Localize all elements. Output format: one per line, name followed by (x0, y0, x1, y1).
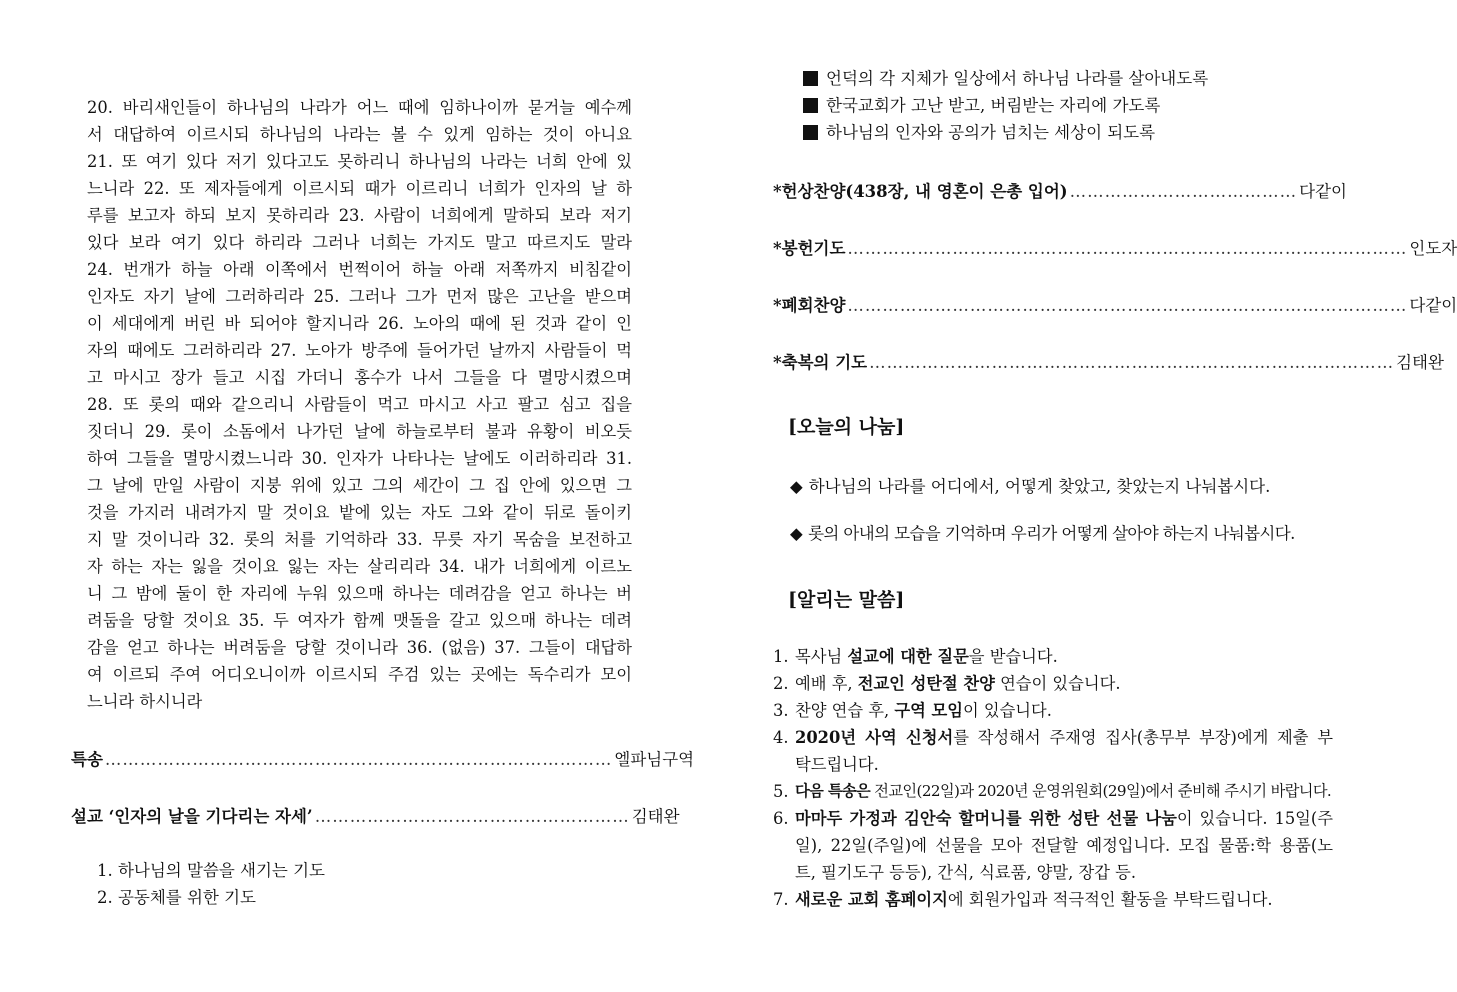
prayer-request-item (803, 65, 1403, 92)
order-leader: 다같이 (1409, 296, 1457, 315)
prayer-request-text: 한국교회가 고난 받고, 버림받는 자리에 가도록 (826, 96, 1161, 115)
leader-dots: ………………………………… (1069, 182, 1298, 201)
order-label: *봉헌기도 (773, 239, 846, 258)
notice-number: 1. (773, 647, 789, 666)
notice-number: 3. (773, 701, 789, 720)
notice-number: 4. (773, 728, 789, 747)
scripture-line: 느니라 22. 또 제자들에게 이르시되 때가 이르리니 너희가 인자의 날 하 (87, 179, 632, 198)
prayer-point: 1. 하나님의 말씀을 새기는 기도 (97, 861, 325, 880)
prayer-points-list (97, 857, 325, 911)
notice-item (773, 643, 1333, 670)
prayer-point: 2. 공동체를 위한 기도 (97, 888, 256, 907)
special-song-performer: 엘파님구역 (614, 750, 695, 769)
scripture-line: 28. 또 롯의 때와 같으리니 사람들이 먹고 마시고 사고 팔고 심고 집을 (87, 395, 632, 414)
scripture-line: 21. 또 여기 있다 저기 있다고도 못하리니 하나님의 나라는 너희 안에 있 (87, 152, 632, 171)
notice-item (773, 886, 1333, 913)
scripture-line: 느니라 하시니라 (87, 692, 203, 711)
notices-title: [알리는 말씀] (788, 589, 905, 611)
notice-emphasis: 구역 모임 (894, 701, 963, 720)
notice-number: 5. (773, 782, 789, 801)
notice-text: 전교인(22일)과 2020년 운영위원회(29일)에서 준비해 주시기 바랍니다. (870, 782, 1332, 800)
notice-item (773, 805, 1333, 886)
notice-text: 이 있습니다. 15일(주 (1176, 809, 1333, 828)
scripture-line: 자의 때에도 그러하리라 27. 노아가 방주에 들어가던 날까지 사람들이 먹 (87, 341, 632, 360)
black-square-icon (803, 71, 818, 86)
notice-number: 7. (773, 890, 789, 909)
notice-text: 일), 22일(주일)에 선물을 모아 전달할 예정입니다. 모집 물품:학 용품(노 (795, 836, 1333, 855)
scripture-line: 지 말 것이니라 32. 롯의 처를 기억하라 33. 무릇 자기 목숨을 보전하고 (87, 530, 632, 549)
order-label: *폐회찬양 (773, 296, 846, 315)
order-label: *헌상찬양(438장, 내 영혼이 은총 입어) (773, 182, 1068, 201)
notice-text: 를 작성해서 주재영 집사(총무부 부장)에게 제출 부 (953, 728, 1333, 747)
scripture-line: 하여 그들을 멸망시켰느니라 30. 인자가 나타나는 날에도 이러하리라 31. (87, 449, 632, 468)
scripture-line: 자 하는 자는 잃을 것이요 잃는 자는 살리리라 34. 내가 너희에게 이르노 (87, 557, 632, 576)
notice-emphasis: 다음 특송은 (795, 782, 871, 800)
notice-text: 찬양 연습 후, (795, 701, 895, 720)
prayer-request-item (803, 92, 1403, 119)
left-page (0, 0, 700, 992)
scripture-line: 감을 얻고 하나는 버려둠을 당할 것이니라 36. (없음) 37. 그들이 대답하 (87, 638, 632, 657)
offertory-hymn-row (773, 178, 1347, 202)
scripture-line: 20. 바리새인들이 하나님의 나라가 어느 때에 임하나이까 묻거늘 예수께 (87, 98, 632, 117)
notice-text: 예배 후, (795, 674, 858, 693)
black-square-icon (803, 125, 818, 140)
leader-dots: …………………………………………………………………………………… (847, 296, 1408, 315)
closing-hymn-row (773, 292, 1457, 316)
sharing-item (790, 473, 1410, 497)
leader-dots: …………………………………………………………………………………… (847, 239, 1408, 258)
scripture-line: 이 세대에게 버린 바 되어야 할지니라 26. 노아의 때에 된 것과 같이 인 (87, 314, 632, 333)
notices-list (773, 643, 1333, 913)
leader-dots: ……………………………………………………………………………… (869, 353, 1395, 372)
notice-text: 을 받습니다. (968, 647, 1058, 666)
scripture-line: 려둠을 당할 것이요 35. 두 여자가 함께 맷돌을 갈고 있으매 하나는 데려 (87, 611, 632, 630)
leader-dots: …………………………………………………………………………… (104, 750, 613, 769)
diamond-bullet-icon: ◆ (790, 477, 803, 496)
notice-text: 에 회원가입과 적극적인 활동을 부탁드립니다. (947, 890, 1273, 909)
notice-emphasis: 설교에 대한 질문 (847, 647, 969, 666)
special-song-label: 특송 (71, 750, 103, 769)
sermon-preacher: 김태완 (631, 807, 680, 826)
notice-text: 트, 필기도구 등등), 간식, 식료품, 양말, 장갑 등. (795, 863, 1137, 882)
scripture-passage (87, 94, 632, 715)
scripture-line: 그 날에 만일 사람이 지붕 위에 있고 그의 세간이 그 집 안에 있으면 그 (87, 476, 632, 495)
sharing-text: 하나님의 나라를 어디에서, 어떻게 찾았고, 찾았는지 나눠봅시다. (808, 477, 1271, 496)
black-square-icon (803, 98, 818, 113)
benediction-row (773, 349, 1444, 373)
notice-text: 이 있습니다. (962, 701, 1052, 720)
notice-number: 2. (773, 674, 789, 693)
leader-dots: ……………………………………………… (314, 807, 630, 826)
sharing-item (790, 520, 1410, 544)
notice-emphasis: 새로운 교회 홈페이지 (795, 890, 948, 909)
scripture-line: 짓더니 29. 롯이 소돔에서 나가던 날에 하늘로부터 불과 유황이 비오듯 (87, 422, 632, 441)
prayer-request-text: 언덕의 각 지체가 일상에서 하나님 나라를 살아내도록 (826, 69, 1209, 88)
scripture-line: 인자도 자기 날에 그러하리라 25. 그러나 그가 먼저 많은 고난을 받으며 (87, 287, 632, 306)
notice-text: 탁드립니다. (795, 755, 879, 774)
special-song-row (71, 746, 695, 770)
scripture-line: 있다 보라 여기 있다 하리라 그러나 너희는 가지도 말고 따르지도 말라 (87, 233, 632, 252)
scripture-line: 루를 보고자 하되 보지 못하리라 23. 사람이 너희에게 말하되 보라 저기 (87, 206, 632, 225)
order-label: *축복의 기도 (773, 353, 868, 372)
scripture-line: 서 대답하여 이르시되 하나님의 나라는 볼 수 있게 임하는 것이 아니요 (87, 125, 632, 144)
sermon-row (71, 803, 680, 827)
notice-emphasis: 마마두 가정과 김안숙 할머니를 위한 성탄 선물 나눔 (795, 809, 1177, 828)
order-leader: 다같이 (1299, 182, 1347, 201)
scripture-line: 24. 번개가 하늘 아래 이쪽에서 번쩍이어 하늘 아래 저쪽까지 비침같이 (87, 260, 632, 279)
right-page (700, 0, 1457, 992)
notice-emphasis: 전교인 성탄절 찬양 (857, 674, 995, 693)
prayer-requests (803, 65, 1403, 146)
diamond-bullet-icon: ◆ (790, 524, 803, 543)
scripture-line: 니 그 밤에 둘이 한 자리에 누워 있으매 하나는 데려감을 얻고 하나는 버 (87, 584, 632, 603)
notice-emphasis: 2020년 사역 신청서 (795, 728, 954, 747)
notice-item (773, 778, 1333, 805)
offertory-prayer-row (773, 235, 1457, 259)
prayer-request-text: 하나님의 인자와 공의가 넘치는 세상이 되도록 (826, 123, 1156, 142)
sermon-title: 설교 ‘인자의 날을 기다리는 자세’ (71, 807, 313, 826)
notice-item (773, 670, 1333, 697)
prayer-request-item (803, 119, 1403, 146)
order-leader: 인도자 (1409, 239, 1457, 258)
notice-item (773, 724, 1333, 778)
notice-item (773, 697, 1333, 724)
scripture-line: 여 이르되 주여 어디오니이까 이르시되 주검 있는 곳에는 독수리가 모이 (87, 665, 632, 684)
notice-text: 연습이 있습니다. (994, 674, 1121, 693)
notice-text: 목사님 (795, 647, 848, 666)
notice-number: 6. (773, 809, 789, 828)
scripture-line: 고 마시고 장가 들고 시집 가더니 홍수가 나서 그들을 다 멸망시켰으며 (87, 368, 632, 387)
sharing-title: [오늘의 나눔] (788, 416, 905, 438)
order-leader: 김태완 (1396, 353, 1444, 372)
scripture-line: 것을 가지러 내려가지 말 것이요 밭에 있는 자도 그와 같이 뒤로 돌이키 (87, 503, 632, 522)
sharing-text: 롯의 아내의 모습을 기억하며 우리가 어떻게 살아야 하는지 나눠봅시다. (808, 524, 1295, 543)
